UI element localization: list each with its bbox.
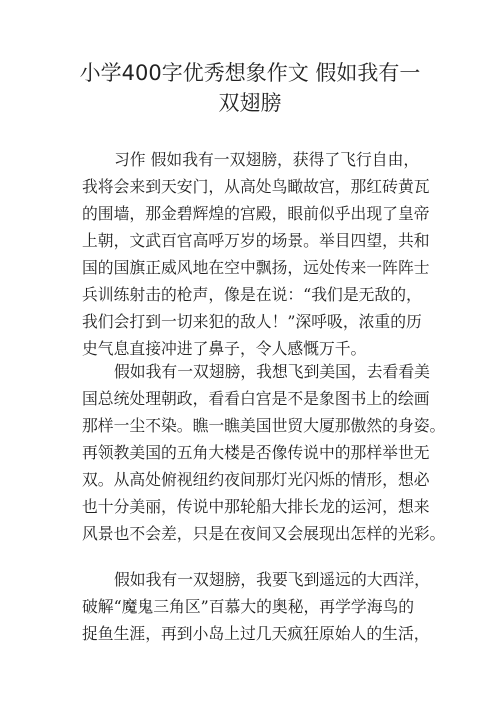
text-line: 风景也不会差，只是在夜间又会展现出怎样的光彩。: [82, 524, 446, 543]
text-line: 也十分美丽，传说中那轮船大排长龙的运河，想来: [82, 497, 430, 516]
title-line: 小学400字优秀想象作文 假如我有一: [79, 61, 421, 85]
text-line: 那样一尘不染。瞧一瞧美国世贸大厦那傲然的身姿。: [82, 416, 446, 435]
paragraph-2: [82, 358, 446, 547]
text-line: 我们会打到一切来犯的敌人！”深呼吸，浓重的历: [82, 312, 422, 331]
text-line: 假如我有一双翅膀，我要飞到遥远的大西洋，: [114, 570, 430, 589]
text-line: 假如我有一双翅膀，我想飞到美国，去看看美: [114, 362, 430, 381]
text-line: 史气息直接冲进了鼻子，令人感慨万千。: [82, 339, 367, 358]
text-line: 国的国旗正威风地在空中飘扬，远处传来一阵阵士: [82, 258, 430, 277]
paragraph-3: [82, 566, 430, 647]
text-line: 我将会来到天安门，从高处鸟瞰故宫，那红砖黄瓦: [82, 177, 430, 196]
document-title: [40, 58, 460, 118]
paragraph-1: [82, 146, 430, 362]
text-line: 兵训练射击的枪声，像是在说：“我们是无敌的，: [82, 285, 422, 304]
text-line: 国总统处理朝政，看看白宫是不是象图书上的绘画: [82, 389, 430, 408]
text-line: 习作 假如我有一双翅膀，获得了飞行自由，: [114, 150, 420, 169]
text-line: 破解“魔鬼三角区”百慕大的奥秘，再学学海鸟的: [82, 597, 415, 616]
text-line: 双。从高处俯视纽约夜间那灯光闪烁的情形，想必: [82, 470, 430, 489]
text-line: 捉鱼生涯，再到小岛上过几天疯狂原始人的生活，: [82, 624, 430, 643]
title-line: 双翅膀: [218, 91, 282, 115]
text-line: 上朝，文武百官高呼万岁的场景。举目四望，共和: [82, 231, 430, 250]
text-line: 再领教美国的五角大楼是否像传说中的那样举世无: [82, 443, 430, 462]
text-line: 的围墙，那金碧辉煌的宫殿，眼前似乎出现了皇帝: [82, 204, 430, 223]
